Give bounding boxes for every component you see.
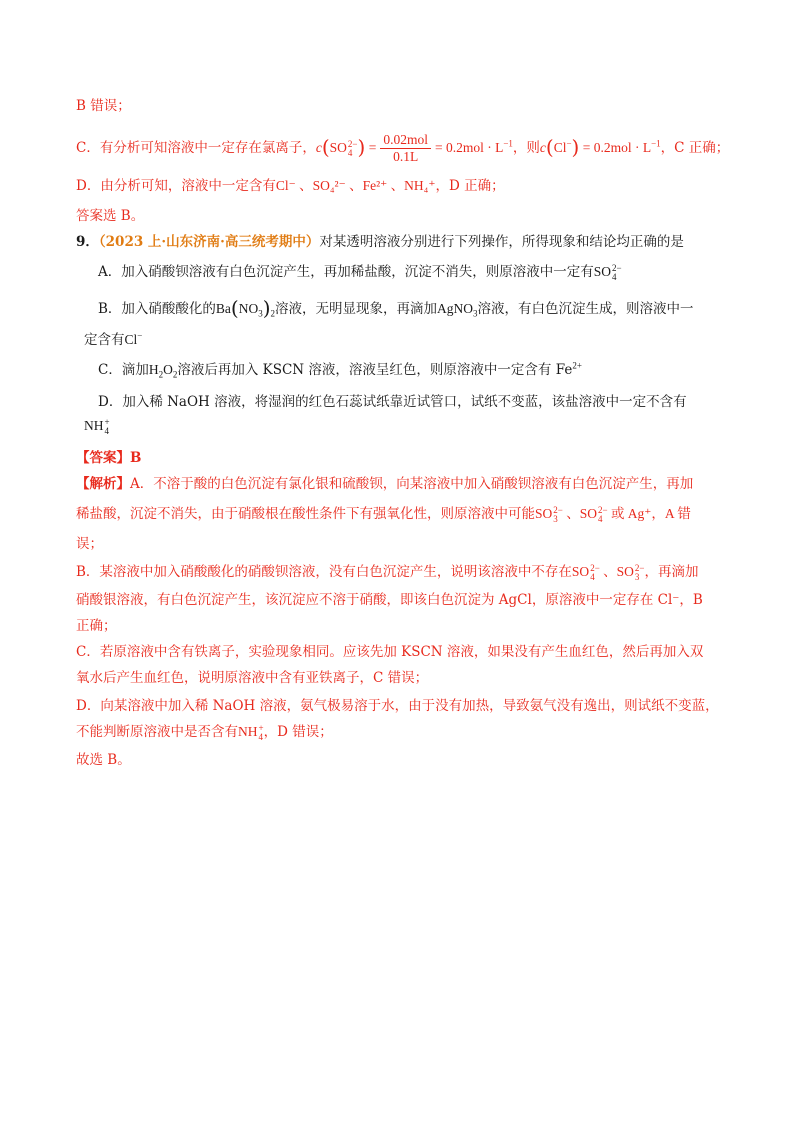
option-a [98,262,730,282]
analysis-a-text2: 稀盐酸，沉淀不消失，由于硝酸根在酸性条件下有强氧化性，则原溶液中可能 [76,506,535,522]
d-suffix-text: ，D 正确； [435,178,505,194]
option-b-text2: 溶液，无明显现象，再滴加 [275,301,438,317]
option-c-text1: C．滴加 [98,362,149,378]
analysis-a-text3: 或 Ag⁺，A 错 [610,506,691,521]
c-correct-line: C．有分析可知溶液中一定存在氯离子，c(SO 2− 4 ) = $\frac{\text{0.02mol}}{0.1L}$ = $0.2mol \cdot L^{-1}$，则$c(Cl^-) = 0.2mol \cdot L^{-1}$，C 正确； [76,132,730,164]
analysis-a-ions: SO 2− 3 、SO 2− 4 [535,505,608,524]
analysis-d-line1 [76,696,730,716]
option-b-chloride: Cl− [124,330,143,347]
analysis-b-text3: 硝酸银溶液，有白色沉淀产生，该沉淀应不溶于硝酸，即该白色沉淀为 AgCl，原溶液中一定存在 Cl⁻，B [76,592,703,608]
option-b-silver-nitrate: AgNO$_3$ [437,301,478,319]
b-wrong-line [76,96,730,116]
option-d-text: D．加入稀 NaOH 溶液，将湿润的红色石蕊试纸靠近试管口，试纸不变蓝，该盐溶液中一定不含有 [98,394,687,410]
analysis-a-text1: A．不溶于酸的白色沉淀有氯化银和硫酸钡，向某溶液中加入硝酸钡溶液有白色沉淀产生，再加 [130,476,694,492]
b-wrong-text: B 错误； [76,98,131,114]
analysis-b-text2: ，再滴加 [644,564,699,580]
analysis-d-text2: 不能判断原溶液中是否含有 [76,724,238,740]
c-fraction [380,132,431,165]
option-d-line1 [98,392,730,412]
c-fraction-denominator: 0.1L [393,149,419,164]
option-a-text: A．加入硝酸钡溶液有白色沉淀产生，再加稀盐酸，沉淀不消失，则原溶液中一定有 [98,264,594,280]
analysis-c-text2: 氧水后产生血红色，说明原溶液中含有亚铁离子，C 错误； [76,670,429,686]
analysis-d-text1: D．向某溶液中加入稀 NaOH 溶液，氨气极易溶于水，由于没有加热，导致氨气没有逸出，则试纸不变蓝， [76,698,719,714]
d-prefix-text: D．由分析可知，溶液中一定含有 [76,178,276,194]
answer-value: B [130,450,142,466]
final-answer-text: 故选 B。 [76,752,131,768]
question-source: （2023 上·山东济南·高三统考期中） [98,234,320,250]
c-then-text: ，则 [512,140,540,156]
analysis-a-line2 [76,504,730,524]
analysis-d-ammonium: NH + 4 [238,723,264,742]
analysis-b-text4: 正确； [76,618,117,634]
d-ions-text: Cl⁻ 、SO₄²⁻ 、Fe²⁺ 、NH₄⁺ [275,178,436,193]
analysis-a-line1 [76,474,730,494]
analysis-d-line2 [76,722,730,742]
option-a-sulfate: SO 2− 4 [593,263,622,282]
option-b-barium-nitrate: $Ba(NO_3)_2$ [215,296,276,320]
option-b-text1: B．加入硝酸酸化的 [98,301,216,317]
answer-b-text: 答案选 B。 [76,208,145,224]
analysis-b-line1 [76,562,730,582]
answer-label: 【答案】 [76,450,130,466]
option-b-text3: 溶液，有白色沉淀生成，则溶液中一 [477,301,694,317]
option-b-line2 [84,330,730,350]
question-9-stem [76,232,730,252]
option-b-line1 [98,298,730,319]
analysis-b-text1: B．某溶液中加入硝酸酸化的硝酸钡溶液，没有白色沉淀产生，说明该溶液中不存在 [76,564,572,580]
c-fraction-numerator: 0.02mol [380,132,431,149]
question-number: 9． [76,234,99,250]
c-prefix-text: C．有分析可知溶液中一定存在氯离子， [76,140,316,156]
analysis-a-line3 [76,534,730,554]
option-c-h2o2: $H_2O_2$ [148,362,178,380]
option-d-ammonium: NH + 4 [84,417,110,436]
c-sulfate-conc: c(SO 2− 4 ) = [315,135,377,159]
analysis-c-line1 [76,642,730,662]
option-c: C．滴加$H_2O_2$溶液后再加入 KSCN 溶液，溶液呈红色，则原溶液中一定含有 $Fe^{2+}$ [98,360,582,380]
final-answer-line [76,750,730,770]
analysis-c-text1: C．若原溶液中含有铁离子，实验现象相同。应该先加 KSCN 溶液，如果没有产生血红色，然后再加入双 [76,644,704,660]
analysis-label: 【解析】 [76,476,130,492]
analysis-c-line2 [76,668,730,688]
analysis-b-line3 [76,616,730,636]
d-correct-line [76,176,730,196]
answer-line [76,448,730,468]
analysis-a-text4: 误； [76,536,103,552]
analysis-b-ions: SO 2− 4 、SO 2− 3 [571,563,645,582]
analysis-d-text3: ，D 错误； [263,724,333,740]
c-suffix-text: ，C 正确； [660,140,730,156]
c-chloride-conc: c(Cl−) [539,135,580,159]
analysis-b-line2 [76,590,730,610]
c-eq2-text: = 0.2mol · L [582,140,652,155]
option-c-text2: 溶液后再加入 KSCN 溶液，溶液呈红色，则原溶液中一定含有 Fe [177,362,573,378]
option-b-text4: 定含有 [84,332,125,348]
question-stem-text: 对某透明溶液分别进行下列操作，所得现象和结论均正确的是 [319,234,684,250]
answer-b-line [76,206,730,226]
c-eq1-text: = 0.2mol · L [434,140,504,155]
